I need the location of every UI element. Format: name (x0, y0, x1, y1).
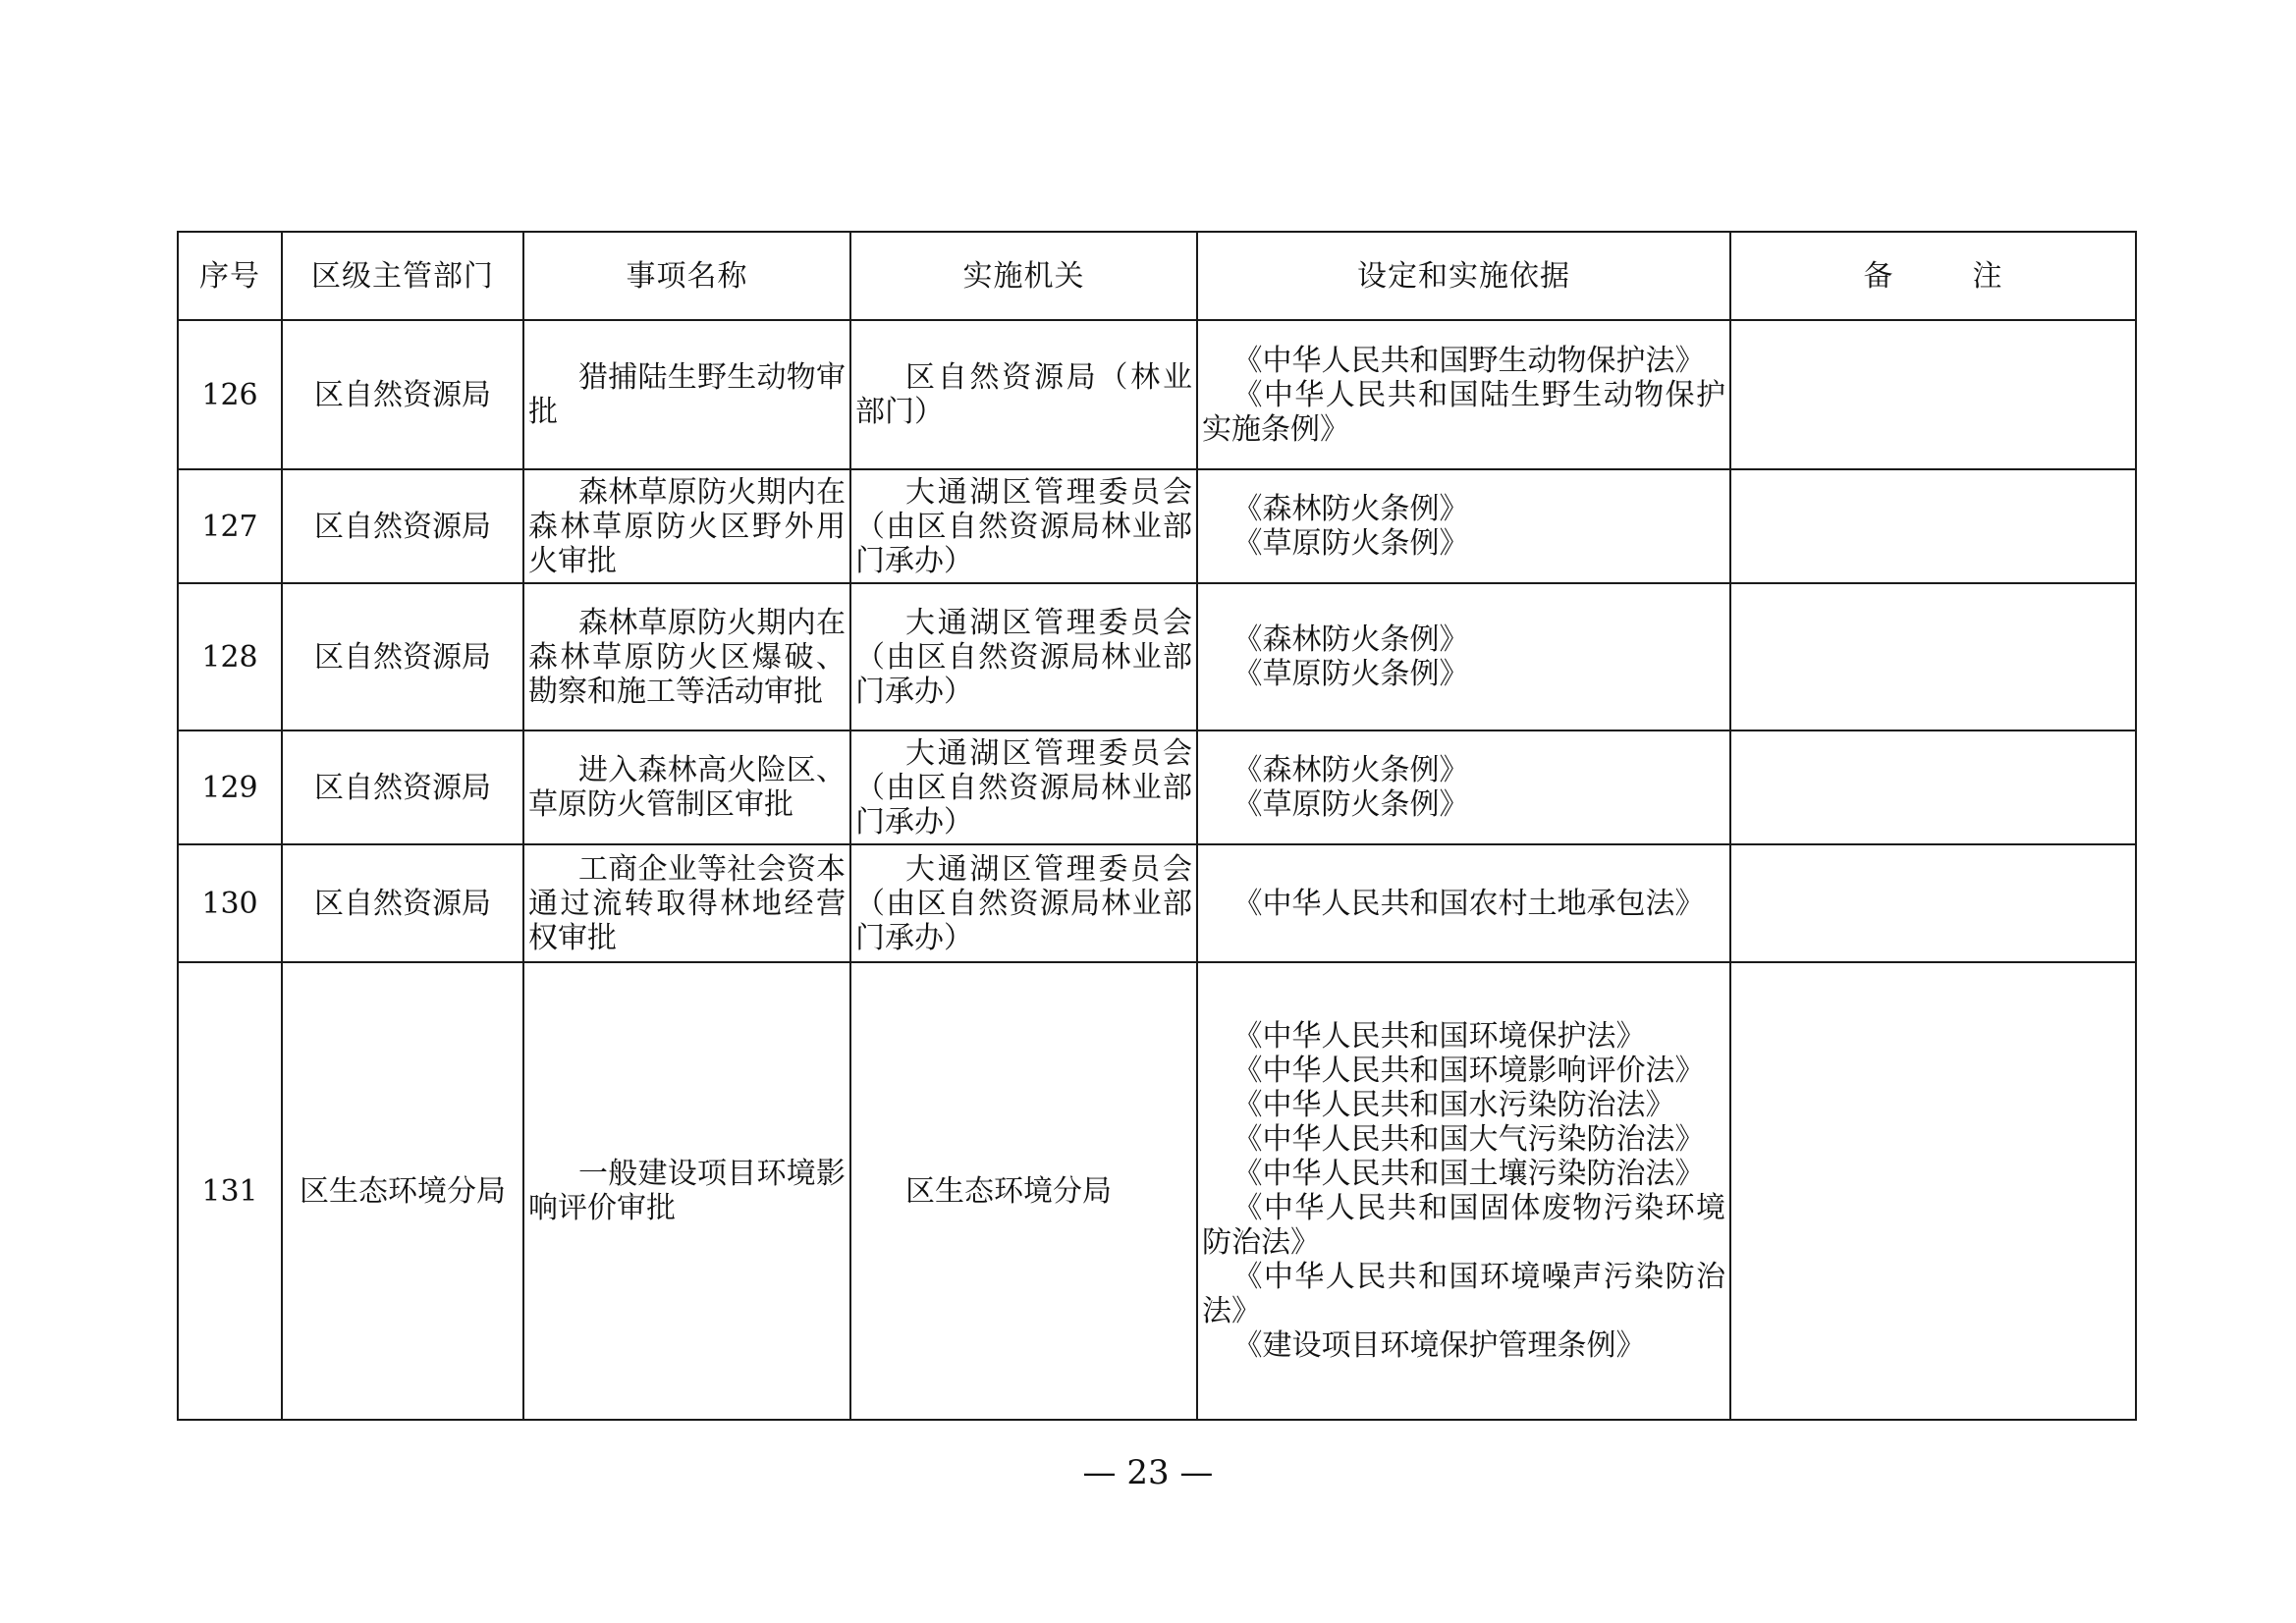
row-number: 126 (178, 320, 282, 469)
agency-text: 区生态环境分局 (905, 1173, 1112, 1209)
row-agency (850, 469, 1197, 583)
row-basis (1197, 583, 1730, 730)
row-note (1730, 844, 2136, 962)
row-basis (1197, 962, 1730, 1420)
row-item-name (523, 962, 850, 1420)
row-item-name (523, 844, 850, 962)
table-row (178, 844, 2136, 962)
table-row (178, 320, 2136, 469)
header-note (1730, 232, 2136, 320)
row-basis (1197, 320, 1730, 469)
table-row (178, 730, 2136, 844)
basis-law-item: 《中华人民共和国固体废物污染环境防治法》 (1202, 1191, 1725, 1260)
agency-text: 大通湖区管理委员会（由区自然资源局林业部门承办） (855, 851, 1192, 955)
basis-law-item: 《中华人民共和国大气污染防治法》 (1232, 1122, 1705, 1157)
basis-law-item: 《中华人民共和国环境噪声污染防治法》 (1202, 1260, 1725, 1328)
row-dept: 区生态环境分局 (282, 962, 523, 1420)
row-number: 128 (178, 583, 282, 730)
basis-law-item: 《中华人民共和国陆生野生动物保护实施条例》 (1202, 377, 1725, 447)
item-name-text: 猎捕陆生野生动物审批 (528, 360, 846, 429)
row-basis (1197, 730, 1730, 844)
agency-text: 大通湖区管理委员会（由区自然资源局林业部门承办） (855, 474, 1192, 578)
basis-law-item: 《森林防火条例》 (1232, 753, 1469, 787)
row-note (1730, 320, 2136, 469)
row-item-name (523, 469, 850, 583)
table-row (178, 583, 2136, 730)
page-number: — 23 — (1082, 1453, 1214, 1492)
agency-text: 大通湖区管理委员会（由区自然资源局林业部门承办） (855, 735, 1192, 839)
agency-text: 大通湖区管理委员会（由区自然资源局林业部门承办） (855, 605, 1192, 709)
item-name-text: 工商企业等社会资本通过流转取得林地经营权审批 (528, 851, 846, 955)
basis-law-item: 《草原防火条例》 (1232, 787, 1469, 822)
basis-law-item: 《建设项目环境保护管理条例》 (1232, 1328, 1646, 1363)
basis-law-item: 《中华人民共和国环境影响评价法》 (1232, 1054, 1705, 1088)
approval-items-table (177, 231, 2137, 1421)
row-item-name (523, 583, 850, 730)
item-name-text: 森林草原防火期内在森林草原防火区爆破、勘察和施工等活动审批 (528, 605, 846, 709)
basis-law-item: 《中华人民共和国农村土地承包法》 (1232, 886, 1705, 921)
header-agency: 实施机关 (850, 232, 1197, 320)
header-item: 事项名称 (523, 232, 850, 320)
row-number: 129 (178, 730, 282, 844)
row-dept: 区自然资源局 (282, 844, 523, 962)
row-item-name (523, 730, 850, 844)
row-note (1730, 962, 2136, 1420)
row-number: 130 (178, 844, 282, 962)
row-note (1730, 730, 2136, 844)
basis-law-item: 《森林防火条例》 (1232, 622, 1469, 657)
row-note (1730, 583, 2136, 730)
basis-law-item: 《森林防火条例》 (1232, 492, 1469, 526)
row-basis (1197, 469, 1730, 583)
row-dept: 区自然资源局 (282, 583, 523, 730)
header-basis: 设定和实施依据 (1197, 232, 1730, 320)
item-name-text: 一般建设项目环境影响评价审批 (528, 1157, 846, 1225)
table-row (178, 962, 2136, 1420)
row-item-name (523, 320, 850, 469)
row-agency (850, 730, 1197, 844)
header-num: 序号 (178, 232, 282, 320)
row-number: 131 (178, 962, 282, 1420)
basis-law-item: 《中华人民共和国土壤污染防治法》 (1232, 1157, 1705, 1191)
row-dept: 区自然资源局 (282, 730, 523, 844)
row-agency (850, 583, 1197, 730)
basis-law-item: 《草原防火条例》 (1232, 526, 1469, 561)
row-basis (1197, 844, 1730, 962)
row-dept: 区自然资源局 (282, 320, 523, 469)
basis-law-item: 《草原防火条例》 (1232, 657, 1469, 691)
table-header-row (178, 232, 2136, 320)
row-note (1730, 469, 2136, 583)
header-note-part-1: 备 (1863, 258, 1894, 294)
table-row (178, 469, 2136, 583)
row-agency (850, 962, 1197, 1420)
row-agency (850, 844, 1197, 962)
row-dept: 区自然资源局 (282, 469, 523, 583)
row-number: 127 (178, 469, 282, 583)
header-note-part-2: 注 (1972, 258, 2003, 294)
agency-text: 区自然资源局（林业部门） (855, 360, 1192, 429)
header-dept: 区级主管部门 (282, 232, 523, 320)
item-name-text: 森林草原防火期内在森林草原防火区野外用火审批 (528, 474, 846, 578)
basis-law-item: 《中华人民共和国野生动物保护法》 (1232, 343, 1705, 378)
basis-law-item: 《中华人民共和国水污染防治法》 (1232, 1088, 1675, 1122)
row-agency (850, 320, 1197, 469)
item-name-text: 进入森林高火险区、草原防火管制区审批 (528, 753, 846, 822)
basis-law-item: 《中华人民共和国环境保护法》 (1232, 1019, 1646, 1054)
